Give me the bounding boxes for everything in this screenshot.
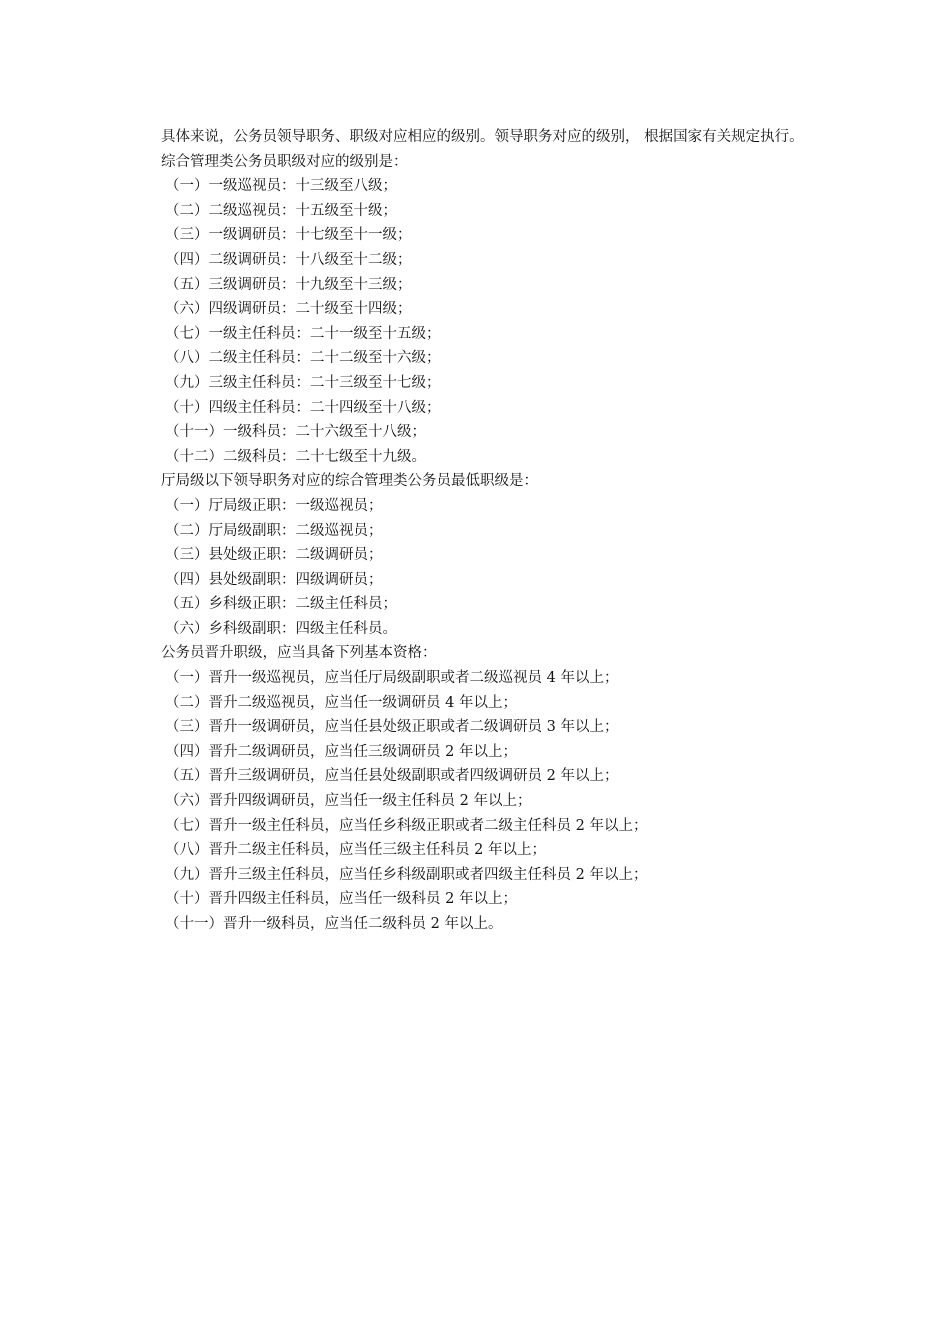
section-level-correspondence [145,150,815,470]
list-item: （三）晋升一级调研员，应当任县处级正职或者二级调研员 3 年以上； [165,719,619,736]
list-item: （六）晋升四级调研员，应当任一级主任科员 2 年以上； [165,793,532,810]
list-item: （二）二级巡视员：十五级至十级； [165,202,397,219]
list-item: （十一）一级科员：二十六级至十八级； [165,424,426,441]
list-item: （十一）晋升一级科员，应当任二级科员 2 年以上。 [165,916,503,932]
list-item: （五）晋升三级调研员，应当任县处级副职或者四级调研员 2 年以上； [165,768,619,785]
list-item: （七）晋升一级主任科员，应当任乡科级正职或者二级主任科员 2 年以上； [165,817,648,834]
section-heading: 综合管理类公务员职级对应的级别是： [161,153,408,170]
list-item: （十）晋升四级主任科员，应当任一级科员 2 年以上； [165,891,517,908]
list-item: （二）晋升二级巡视员，应当任一级调研员 4 年以上； [165,694,517,711]
list-item: （一）厅局级正职：一级巡视员； [165,497,383,514]
intro-paragraph: 具体来说，公务员领导职务、职级对应相应的级别。领导职务对应的级别， 根据国家有关规定执行。 [161,129,804,145]
list-item: （三）县处级正职：二级调研员； [165,547,383,564]
section-minimum-ranks [145,469,815,641]
list-item: （七）一级主任科员：二十一级至十五级； [165,325,441,342]
list-item: （九）三级主任科员：二十三级至十七级； [165,374,441,391]
list-item: （四）晋升二级调研员，应当任三级调研员 2 年以上； [165,743,517,760]
list-item: （十二）二级科员：二十七级至十九级。 [165,448,426,465]
document-body [145,125,815,937]
list-item: （四）县处级副职：四级调研员； [165,571,383,588]
list-item: （一）一级巡视员：十三级至八级； [165,178,397,195]
list-item: （三）一级调研员：十七级至十一级； [165,227,412,244]
list-item: （十）四级主任科员：二十四级至十八级； [165,399,441,416]
list-item: （五）三级调研员：十九级至十三级； [165,276,412,293]
section-heading: 厅局级以下领导职务对应的综合管理类公务员最低职级是： [161,473,538,490]
section-promotion-requirements [145,641,815,936]
list-item: （六）乡科级副职：四级主任科员。 [165,620,397,637]
list-item: （二）厅局级副职：二级巡视员； [165,522,383,539]
list-item: （五）乡科级正职：二级主任科员； [165,596,397,613]
list-item: （八）二级主任科员：二十二级至十六级； [165,350,441,367]
list-item: （一）晋升一级巡视员，应当任厅局级副职或者二级巡视员 4 年以上； [165,670,619,687]
section-heading: 公务员晋升职级，应当具备下列基本资格： [161,645,437,662]
list-item: （四）二级调研员：十八级至十二级； [165,251,412,268]
list-item: （八）晋升二级主任科员，应当任三级主任科员 2 年以上； [165,842,546,859]
list-item: （九）晋升三级主任科员，应当任乡科级副职或者四级主任科员 2 年以上； [165,866,648,883]
list-item: （六）四级调研员：二十级至十四级； [165,301,412,318]
